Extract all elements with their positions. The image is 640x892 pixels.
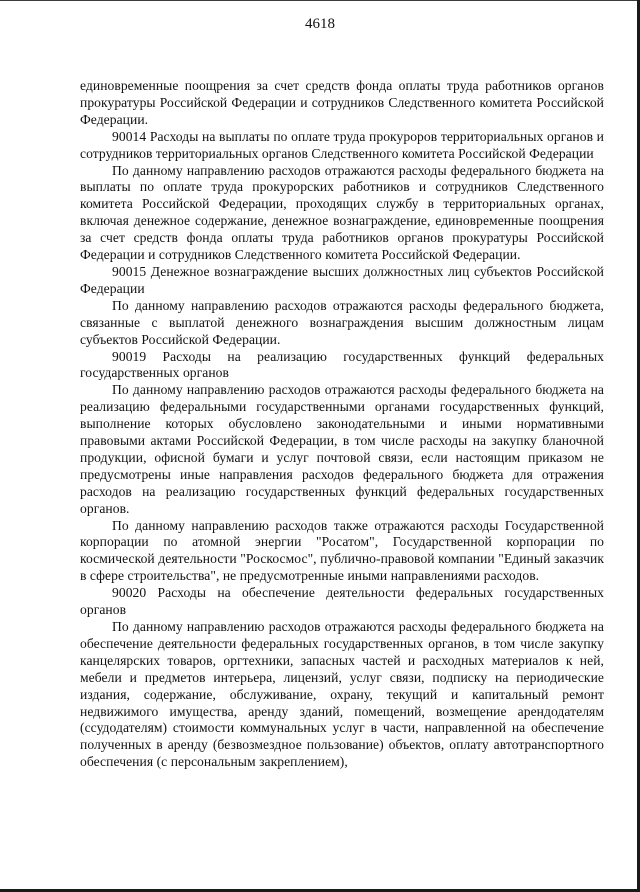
- paragraph-90019-description: По данному направлению расходов отражаются расходы федерального бюджета на реализацию федеральными государственными органами государственных функций, выполнение которых обусловлено законодательными и иными нормативными правовыми актами Российской Федерации, в том числе расходы на закупку бланочной продукции, офисной бумаги и услуг почтовой связи, если настоящим приказом не предусмотрены иные направления расходов федерального бюджета для отражения расходов на реализацию государственных функций федеральных государственных органов.: [80, 382, 604, 516]
- paragraph-90019-additional: По данному направлению расходов также отражаются расходы Государственной корпорации по атомной энергии "Росатом", Государственной корпорации по космической деятельности "Роскосмос", публично-правовой компании "Единый заказчик в сфере строительства", не предусмотренные иными направлениями расходов.: [80, 517, 604, 584]
- paragraph-90014-description: По данному направлению расходов отражаются расходы федерального бюджета на выплаты по оплате труда прокурорских работников и сотрудников Следственного комитета Российской Федерации, проходящих службу в территориальных органах, включая денежное содержание, денежное вознаграждение, единовременные поощрения за счет средств фонда оплаты труда работников органов прокуратуры Российской Федерации и сотрудников Следственного комитета Российской Федерации.: [80, 162, 604, 263]
- paragraph-90020-description: По данному направлению расходов отражаются расходы федерального бюджета на обеспечение деятельности федеральных государственных органов, в том числе закупку канцелярских товаров, оргтехники, запасных частей и расходных материалов к ней, мебели и предметов интерьера, лицензий, услуг связи, подписку на периодические издания, содержание, обслуживание, охрану, текущий и капитальный ремонт недвижимого имущества, аренду зданий, помещений, возмещение арендодателям (ссудодателям) стоимости коммунальных услуг в части, направленной на обеспечение полученных в аренду (безвозмездное пользование) объектов, оплату автотранспортного обеспечения (с персональным закреплением),: [80, 619, 604, 770]
- section-heading-90014: 90014 Расходы на выплаты по оплате труда прокуроров территориальных органов и сотрудников территориальных органов Следственного комитета Российской Федерации: [80, 128, 604, 161]
- paragraph-continuation: единовременные поощрения за счет средств фонда оплаты труда работников органов прокуратуры Российской Федерации и сотрудников Следственного комитета Российской Федерации.: [80, 78, 604, 127]
- section-heading-90020: 90020 Расходы на обеспечение деятельности федеральных государственных органов: [80, 585, 604, 618]
- section-heading-90019: 90019 Расходы на реализацию государственных функций федеральных государственных органов: [80, 348, 604, 381]
- document-body: [80, 78, 604, 771]
- page-number: 4618: [305, 16, 335, 32]
- section-heading-90015: 90015 Денежное вознаграждение высших должностных лиц субъектов Российской Федерации: [80, 263, 604, 296]
- scan-edge-top: [0, 0, 640, 1]
- paragraph-90015-description: По данному направлению расходов отражаются расходы федерального бюджета, связанные с выплатой денежного вознаграждения высшим должностным лицам субъектов Российской Федерации.: [80, 297, 604, 347]
